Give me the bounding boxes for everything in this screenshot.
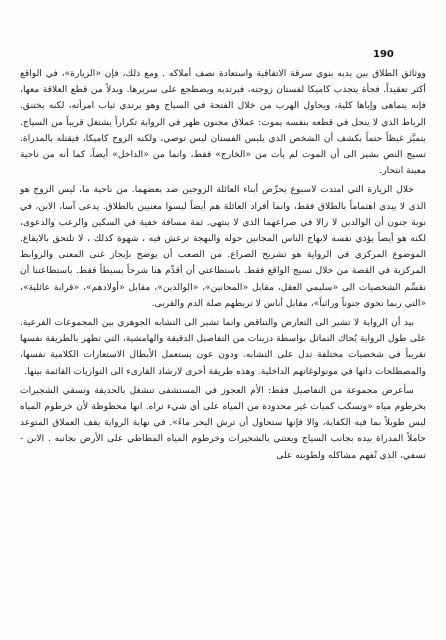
paragraph-4: سأعرض مجموعة من التفاصيل فقط: الأم العجوز في المستشفى تنشغل بالحديقة وتسقي الشجيرات بخرطوم مياه «وتسكب كميات غير محدودة من المياه على أي شيء تراه. انها محظوظة لأن خرطوم المياه ليس طويلاً بما فيه الكفاية، والا فإنها ستحاول أن ترش البحر ماءً». في نهاية الرواية يقف العملاق المتوعد حاملاً المدراة بيده بجانب السياج ويعتني بالشجيرات وخرطوم المياه المطاطي على الأرض بجانبه . الابن - تسفي، الذي تُفهم مشاكله ولطوبته على xyxy=(20,384,426,461)
paragraph-3: بيد أن الرواية لا تشير الى التعارض والتناقض وانما تشير الى التشابه الجوهري بين المجموعات الفرعية. على طول الرواية يُحاك التماثل بواسطة دزينات من التفاصيل الدقيقة والهامشية، التي تظهر بالطريقة نفسها تقريباً في شخصيات مختلفة تدل على التشابه. ودون عون يستعمل الأبطال الاستعارات الكلامية نفسها، والمصطلحات ذاتها في مونولوغاتهم الداخلية. وهذه طريقة أخرى لارشاد القارىء الى التوازيات القائمة بينها. xyxy=(20,317,426,377)
paragraph-2: خلال الزيارة التي امتدت لاسبوع يحرِّض أبناء العائلة الزوجين ضد بعضهما. من ناحية ما، ليس الزوج هو الذي لا يبدي اهتماماً بالطلاق فقط، وانما أفراد العائلة هم أيضاً ليسوا معنيين بالطلاق. يدعى آسا، الابن، في نوبة جنون أن الوالدين لا زالا في صراعهما الذي لا ينتهي. ثمة مسافة خفية في السكين والرعب والدعوى، لكنه هو أيضاً يؤذي نفسه لابهاج الناس المجانين حوله والبهجة ترعش فيه ، شهوة كذلك ، لا تلتحق بالايقاع. الموضوع المركزي في الرواية هو تشريح الصراع. من الصعب أن يوضح بإيجاز غنى المعنى والروابط المركزية في القصة من خلال تسيج الواقع فقط. باستطاعتي أن أقدِّم هنا شرحاً بسيطاً فقط. باستطاعتنا أن نقسِّم الشخصيات الى «سليمي العقل، مقابل «المجانين»، «الوالدين»، مقابل «أولادهم»، «قرابة عائلية»، «التي ربما تحوي جنوناً وراثياً»، مقابل أناس لا تربطهم صلة الدم والقربى. xyxy=(20,184,427,309)
page-number: 190 xyxy=(373,49,394,60)
paragraph-1: ووثائق الطلاق بين يديه بنوي سرقة الاتفاقية واستعادة نصف أملاكه . ومع ذلك، فإن «الزيارة»، في الواقع أكثر تعقيداً. فجأة يتجذب كاميكا لفستان زوجته، فيرتديه ويضطجع على سريرها. وبدلاً من قطع العلاقة معها، فإنه يتماهى وإياها كلية، ويحاول الهرب من خلال الفتحة في السياج وهو يرتدي ثياب امرأته، لكنه يختنق. الرباط الذي لا ينحل في قطعه بنفسه يموت: عملاق مجنون ظهر في الرواية تكراراً يشتغل قريباً من السياج. يتميَّز غيظاً حتماً بكشف أن الشخص الذي يلبس الفستان ليس توصي، ولكنه الزوج كاميكا، فيقتله بالمدراة. تسيج النص بشير الى أن الموت لم يأت من «الخارج» فقط، وانما من «الداخل» أيضاً، كما أنه من ناحية معينة انتحار. xyxy=(20,68,426,177)
body-text xyxy=(20,66,426,467)
